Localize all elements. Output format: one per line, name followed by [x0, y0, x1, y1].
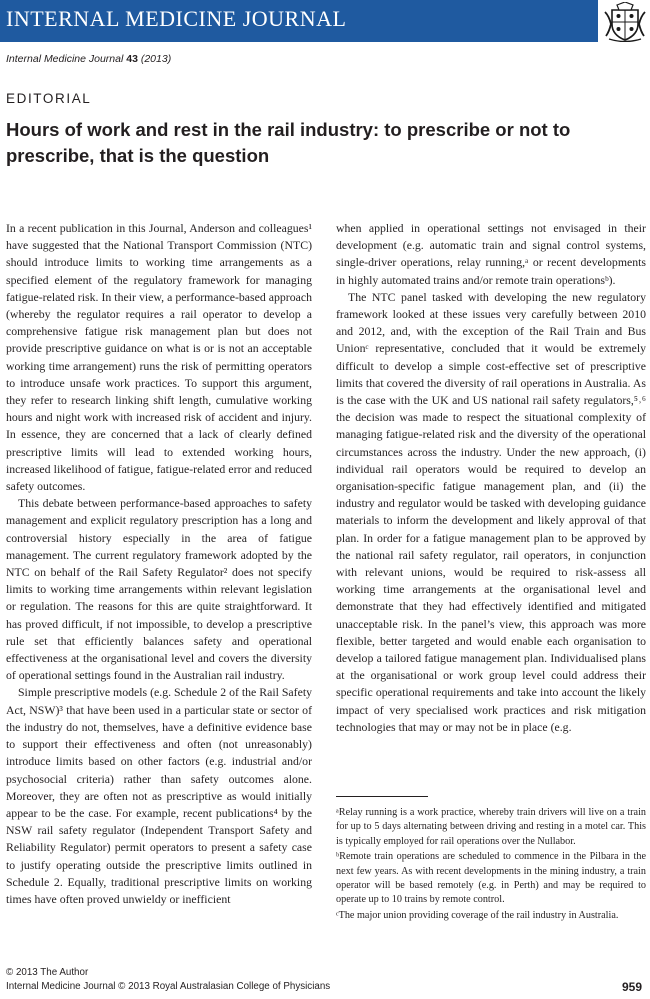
section-label: EDITORIAL — [6, 91, 92, 106]
paragraph: In a recent publication in this Journal, Anderson and colleagues¹ have suggested that the National Transport Commission (NTC) should introduce limits to working time arrangements as a specified element of the regulatory framework for managing fatigue-related risk. In their view, a performance-based approach (whereby the regulator requires a rail operator to develop a comprehensive fatigue risk management plan but does not provide prescriptive guidance on what is or is not an acceptable working time arrangement) runs the risk of permitting operators to introduce unsafe work practices. To support this argument, they refer to research linking shift length, cumulative working hours and night work with increased risk of accident and injury. In essence, they are concerned that a lack of clearly defined prescriptive limits will lead to extended working hours, increased likelihood of fatigue, fatigue-related error and reduced safety outcomes. — [6, 221, 312, 494]
page-number: 959 — [622, 980, 643, 994]
college-crest-icon — [603, 2, 647, 42]
citation-journal: Internal Medicine Journal — [6, 53, 127, 65]
right-column — [336, 220, 646, 736]
copyright-journal: Internal Medicine Journal © 2013 Royal Australasian College of Physicians — [6, 981, 331, 992]
footnote-divider — [336, 796, 428, 797]
journal-banner — [0, 0, 598, 42]
citation-year: (2013) — [137, 53, 172, 65]
footnote: ᵃRelay running is a work practice, whereby train drivers will live on a train for up to 5 days alternating between driving and resting in a motel car. This is typically employed for rail operations over the Nullabor. — [336, 807, 646, 847]
journal-name: INTERNAL MEDICINE JOURNAL — [6, 6, 347, 31]
journal-citation — [6, 53, 171, 65]
footnote: ᵇRemote train operations are scheduled to commence in the Pilbara in the next few years. As with recent developments in the mining industry, a train operator will be based remotely (e.g. in Perth) and may be required to operate up to 10 trains by remote control. — [336, 851, 646, 906]
left-column — [6, 220, 312, 908]
paragraph: Simple prescriptive models (e.g. Schedule 2 of the Rail Safety Act, NSW)³ that have been used in a particular state or sector of the industry do not, themselves, have a definitive evidence base to support their effectiveness and often (not unreasonably) introduce limits based on other factors (e.g. industrial and/or psychosocial criteria) rather than safety outcomes alone. Moreover, they are often not as prescriptive as would initially appear to be the case. For example, recent publications⁴ by the NSW rail safety regulator (Independent Transport Safety and Reliability Regulator) permit operators to present a safety case to justify operating outside the prescriptive limits outlined in Schedule 2. Equally, traditional prescriptive limits on working times have often proved unwieldy or inefficient — [6, 685, 312, 906]
citation-volume: 43 — [126, 53, 138, 65]
paragraph: This debate between performance-based approaches to safety management and explicit regulatory prescription has a long and controversial history especially in the area of fatigue management. The current regulatory framework adopted by the NTC on behalf of the Rail Safety Regulator² does not specify limits to working time arrangements within relevant legislation or regulation. The reasons for this are quite straightforward. It has proved difficult, if not impossible, to develop a prescriptive rule set that efficiently balances safety and operational effectiveness at the organisational level and covers the diversity of operational settings found in the Australian rail industry. — [6, 496, 312, 683]
copyright-author: © 2013 The Author — [6, 967, 89, 978]
footnote: ᶜThe major union providing coverage of the rail industry in Australia. — [336, 909, 619, 921]
paragraph: when applied in operational settings not envisaged in their development (e.g. automatic train and signal control systems, single-driver operations, relay running,ᵃ or recent developments in highly automated trains and/or remote train operationsᵇ). — [336, 221, 646, 287]
article-title: Hours of work and rest in the rail industry: to prescribe or not to prescribe, that is the question — [6, 119, 571, 166]
paragraph: The NTC panel tasked with developing the new regulatory framework looked at these issues very carefully between 2010 and 2012, and, with the exception of the Rail Train and Bus Unionᶜ representative, concluded that it would be extremely difficult to develop a simple cost-effective set of prescriptive limits that covered the diversity of rail operations in Australia. As is the case with the UK and US national rail safety regulators,⁵˒⁶ the decision was made to respect the situational complexity of managing fatigue-related risk and the diversity of the operational circumstances across the industry. Under the new approach, (i) individual rail operators would be required to develop an organisation-specific fatigue management plan, and (ii) the industry and regulator would be tasked with developing guidance materials to inform the development and likely approval of that plan. In order for a fatigue management plan to be approved by the national rail safety regulator, rail operators, in conjunction with relevant unions, would be required to risk-assess all working time arrangements at the organisational level and demonstrate that they had effectively identified and mitigated unacceptable risk. In the panel’s view, this approach was more flexible, better targeted and would enable each organisation to develop a tailored fatigue management plan. Individualised plans at the organisational or work group level could address their specific operational requirements and take into account the likely impact of very specialised work practices and risk mitigation technologies that may or may not be in place (e.g. — [336, 289, 646, 734]
page-footer — [6, 966, 330, 994]
footnotes — [336, 806, 646, 924]
